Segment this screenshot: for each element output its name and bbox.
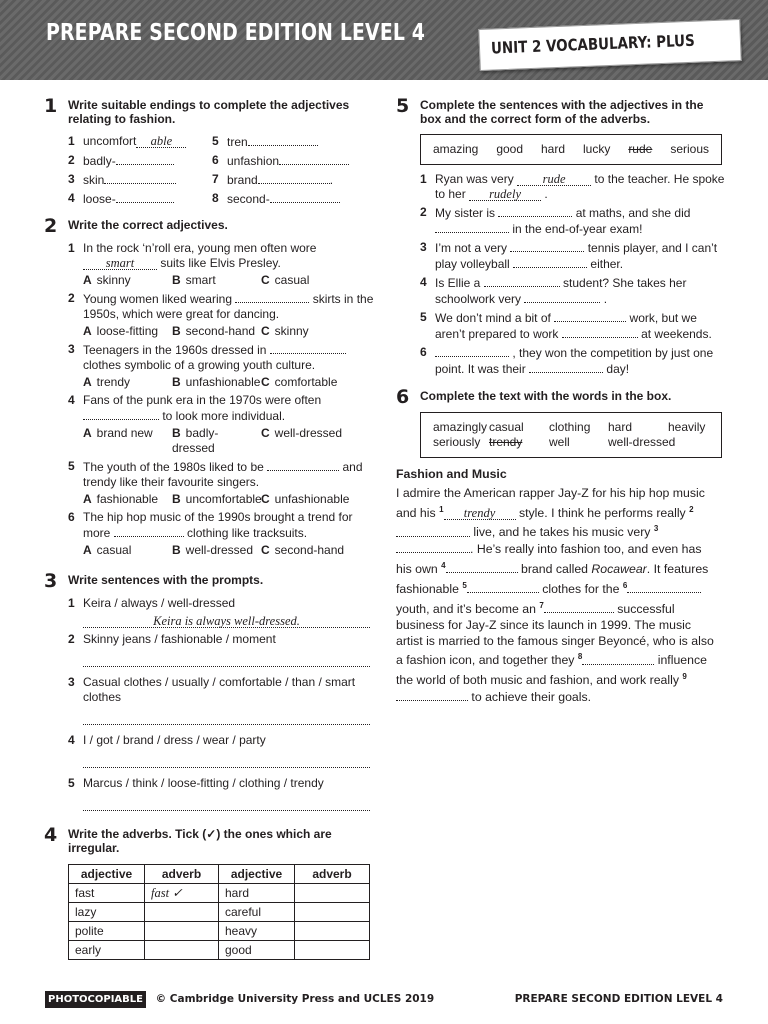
sentence-1: 1 Ryan was very rude to the teacher. He spoke to her rudely . <box>420 172 725 201</box>
word-crossed: trendy <box>489 435 523 449</box>
unit-label-box <box>478 19 741 71</box>
word: amazing <box>433 142 479 156</box>
word: serious <box>670 142 709 156</box>
answer-line[interactable] <box>83 799 370 811</box>
word: well-dressed <box>608 435 676 449</box>
photocopiable-label: PHOTOCOPIABLE <box>45 991 146 1008</box>
text-body: I admire the American rapper Jay-Z for his hip hop music and his $^1$ trendy style. I think he performs really $^2$ live, and he takes his music very $^3$. He’s really into fashion too, and even has his own $^4$ brand called Rocawear. It features fashionable $^5$ clothes for the $^6$ youth, and it’s become an $^7$ successful business for Jay-Z since its launch in 1999. The music artist is married to the famous singer Beyoncé, who is also a fashion icon, and together they $^8$ influence the world of both music and fashion, and work really $^9$ to achieve their goals. <box>396 485 714 705</box>
answer-line[interactable] <box>83 713 370 725</box>
exercise-number: 4 <box>44 824 58 846</box>
word: good <box>496 142 524 156</box>
options <box>68 375 374 390</box>
exercise-number: 6 <box>396 386 410 408</box>
exercise-instruction: Complete the text with the words in the box. <box>420 389 672 403</box>
list-item: 6 unfashion <box>212 153 362 169</box>
answer-gap[interactable]: smart <box>83 257 157 270</box>
answer-gap[interactable] <box>510 240 584 252</box>
answer-gap[interactable] <box>627 581 701 593</box>
exercise-5 <box>396 96 726 377</box>
exercise-number: 1 <box>44 95 58 117</box>
answer-gap[interactable] <box>582 653 654 665</box>
question-2: 2 Young women liked wearing skirts in the 1950s, which were great for dancing. <box>68 291 374 321</box>
question-3: 3 Teenagers in the 1960s dressed in clothes symbolic of a growing youth culture. <box>68 342 374 373</box>
word-box <box>420 134 722 165</box>
option-a[interactable]: A trendy <box>83 375 131 389</box>
exercise-instruction: Complete the sentences with the adjectives in the box and the correct form of the adverbs. <box>420 98 704 126</box>
answer-gap[interactable] <box>544 601 614 613</box>
exercise-number: 3 <box>44 570 58 592</box>
unit-label: UNIT 2 VOCABULARY: PLUS <box>490 30 696 58</box>
question-5: 5 The youth of the 1980s liked to be and trendy like their favourite singers. <box>68 459 363 489</box>
copyright: © Cambridge University Press and UCLES 2019 <box>155 993 435 1005</box>
table-row: lazy careful <box>69 903 370 922</box>
list-item: 4 loose- <box>68 191 212 207</box>
text-title: Fashion and Music <box>396 467 507 481</box>
answer-gap[interactable] <box>529 361 603 373</box>
header-title: PREPARE SECOND EDITION LEVEL 4 <box>46 20 426 46</box>
answer-gap[interactable] <box>258 172 330 184</box>
option-b[interactable]: B second-hand <box>172 324 256 338</box>
question-4: 4 Fans of the punk era in the 1970s were often to look more individual. <box>68 393 322 423</box>
answer-gap[interactable] <box>104 172 176 184</box>
option-c[interactable]: C well-dressed <box>261 426 343 440</box>
answer-gap[interactable] <box>562 326 638 338</box>
option-b[interactable]: B smart <box>172 273 216 287</box>
ex1-items <box>68 134 374 207</box>
option-c[interactable]: C unfashionable <box>261 492 350 506</box>
word: casual <box>489 420 524 434</box>
sentence-2: 2 My sister is at maths, and she did in the end-of-year exam! <box>420 205 691 236</box>
sentence-3: 3 I’m not a very tennis player, and I can’t play volleyball either. <box>420 240 718 271</box>
exercise-number: 2 <box>44 215 58 237</box>
answer-gap[interactable] <box>396 541 470 553</box>
list-item: 5 Marcus / think / loose-fitting / clothing / trendy <box>68 776 374 811</box>
answer-line[interactable]: Keira is always well-dressed. <box>83 615 370 628</box>
sentence-6: 6 , they won the competition by just one point. It was their day! <box>420 345 714 376</box>
options <box>68 543 374 558</box>
sentence-4: 4 Is Ellie a student? She takes her schoolwork very . <box>420 275 687 306</box>
list-item: 1 Keira / always / well-dressed Keira is always well-dressed. <box>68 596 374 628</box>
answer-gap[interactable] <box>248 134 318 146</box>
question-1: 1 In the rock ‘n’roll era, young men often wore smart suits like Elvis Presley. <box>68 241 317 270</box>
list-item: 1 uncomfort able <box>68 134 212 150</box>
answer-gap[interactable] <box>446 561 518 573</box>
table-row: fast fast ✓ hard <box>69 884 370 903</box>
adverb-table <box>68 864 370 960</box>
option-b[interactable]: B well-dressed <box>172 543 254 557</box>
answer-gap[interactable] <box>235 291 309 303</box>
answer-gap[interactable] <box>116 153 174 165</box>
word: well <box>549 435 570 449</box>
option-a[interactable]: A brand new <box>83 426 153 440</box>
answer-gap[interactable] <box>116 191 174 203</box>
answer-gap[interactable]: rudely <box>469 188 541 201</box>
answer-line[interactable] <box>83 756 370 768</box>
word: amazingly <box>433 420 488 434</box>
list-item: 3 Casual clothes / usually / comfortable / than / smart clothes <box>68 675 374 725</box>
exercise-instruction: Write the adverbs. Tick (✓) the ones which are irregular. <box>68 827 332 855</box>
reading-text <box>396 467 718 706</box>
list-item: 3 skin <box>68 172 212 188</box>
answer-gap[interactable] <box>435 345 509 357</box>
answer-gap[interactable] <box>83 408 159 420</box>
page-header <box>0 0 768 80</box>
list-item: 7 brand . <box>212 172 334 187</box>
options <box>68 273 374 288</box>
option-b[interactable]: B badly-dressed <box>172 426 219 455</box>
word: seriously <box>433 435 481 449</box>
list-item: 8 second- <box>212 191 362 207</box>
exercise-3 <box>44 571 374 811</box>
word: clothing <box>549 420 591 434</box>
page-footer <box>45 991 723 1008</box>
list-item: 5 tren <box>212 134 362 150</box>
exercise-1 <box>44 96 374 207</box>
options <box>68 492 374 507</box>
word: hard <box>608 420 633 434</box>
exercise-2 <box>44 216 374 558</box>
option-c[interactable]: C casual <box>261 273 310 287</box>
option-a[interactable]: A skinny <box>83 273 131 287</box>
answer-gap[interactable] <box>396 689 468 701</box>
word-box <box>420 412 722 458</box>
option-a[interactable]: A loose-fitting <box>83 324 159 338</box>
answer-gap[interactable] <box>467 581 539 593</box>
option-a[interactable]: A fashionable <box>83 492 159 506</box>
answer-gap[interactable] <box>114 525 184 537</box>
word: lucky <box>583 142 611 156</box>
answer-gap[interactable] <box>279 153 349 165</box>
table-header: adjective adverb adjective adverb <box>69 865 370 884</box>
answer-gap[interactable] <box>484 275 560 287</box>
option-b[interactable]: B unfashionable <box>172 375 261 389</box>
exercise-instruction: Write suitable endings to complete the adjectives relating to fashion. <box>68 98 350 126</box>
exercise-4 <box>44 825 374 960</box>
word: heavily <box>668 420 706 434</box>
right-column <box>396 96 726 706</box>
option-c[interactable]: C comfortable <box>261 375 338 389</box>
exercise-6 <box>396 387 726 458</box>
left-column <box>44 96 374 960</box>
exercise-instruction: Write the correct adjectives. <box>68 218 228 232</box>
answer-gap[interactable] <box>270 191 340 203</box>
table-row: polite heavy <box>69 922 370 941</box>
option-c[interactable]: C second-hand <box>261 543 345 557</box>
word-crossed: rude <box>628 142 653 156</box>
list-item: 2 badly- <box>68 153 212 169</box>
list-item: 4 I / got / brand / dress / wear / party <box>68 733 374 768</box>
options <box>68 426 374 456</box>
word: hard <box>541 142 566 156</box>
table-row: early good <box>69 941 370 960</box>
option-b[interactable]: B uncomfortable <box>172 492 262 506</box>
exercise-instruction: Write sentences with the prompts. <box>68 573 264 587</box>
answer-gap[interactable] <box>554 310 626 322</box>
answer-gap[interactable] <box>267 459 339 471</box>
exercise-number: 5 <box>396 95 410 117</box>
list-item: 2 Skinny jeans / fashionable / moment <box>68 632 374 667</box>
answer-gap[interactable] <box>270 342 346 354</box>
answer-gap[interactable]: able <box>136 135 186 148</box>
answer-line[interactable] <box>83 655 370 667</box>
answer-gap[interactable] <box>524 291 600 303</box>
footer-level: PREPARE SECOND EDITION LEVEL 4 <box>514 993 723 1005</box>
option-c[interactable]: C skinny <box>261 324 309 338</box>
options <box>68 324 374 339</box>
option-a[interactable]: A casual <box>83 543 132 557</box>
answer-gap[interactable] <box>396 525 470 537</box>
answer-gap[interactable] <box>435 221 509 233</box>
answer-gap[interactable] <box>498 205 572 217</box>
answer-gap[interactable]: rude <box>517 173 591 186</box>
answer-gap[interactable] <box>513 256 587 268</box>
question-6: 6 The hip hop music of the 1990s brought a trend for more clothing like tracksuits. <box>68 510 353 540</box>
answer-gap[interactable]: trendy <box>444 507 516 520</box>
sentence-5: 5 We don’t mind a bit of work, but we aren’t prepared to work at weekends. <box>420 310 712 341</box>
